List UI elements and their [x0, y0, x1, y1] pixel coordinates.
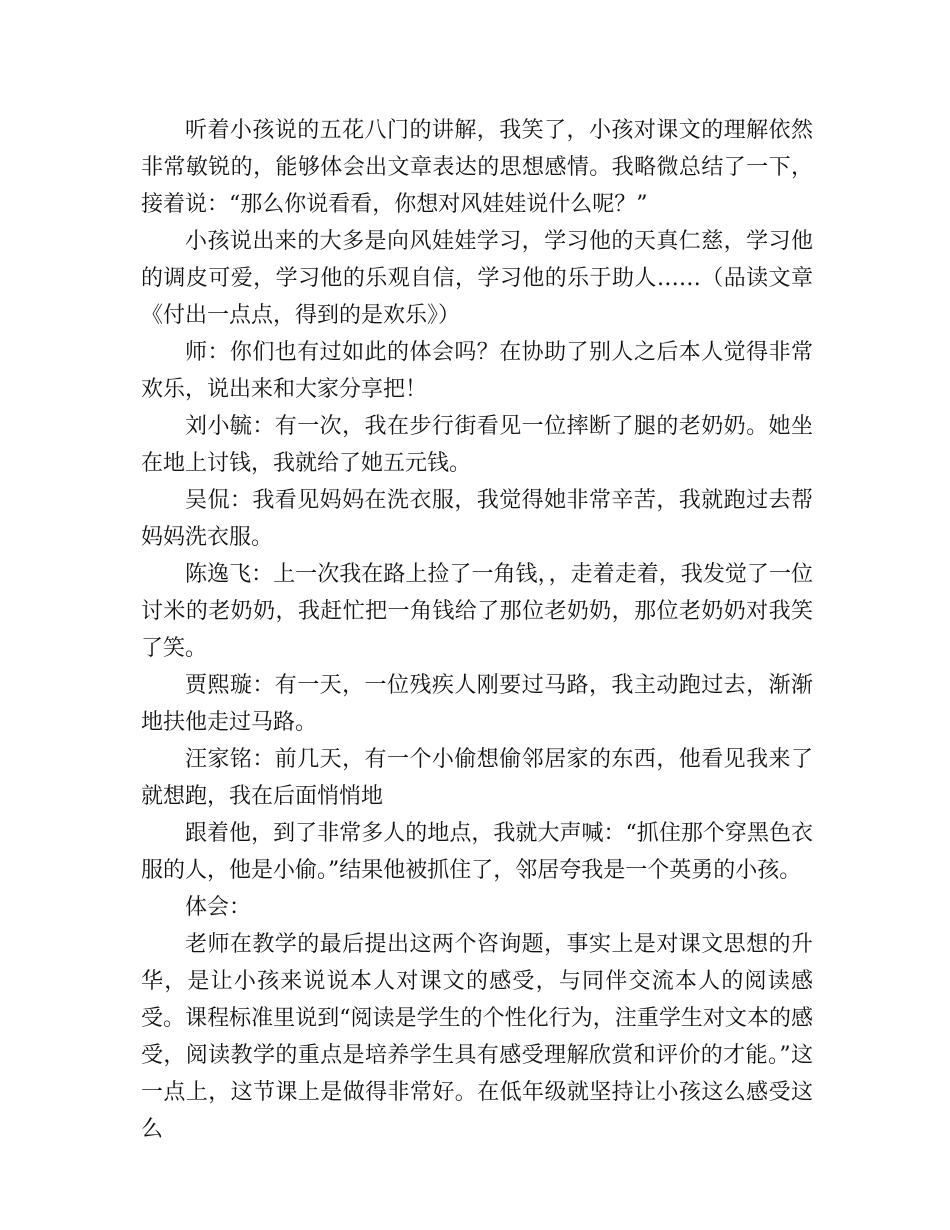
paragraph-student-chen: 陈逸飞：上一次我在路上捡了一角钱，，走着走着，我发觉了一位讨米的老奶奶，我赶忙把一角钱给了那位老奶奶，那位老奶奶对我笑了笑。	[141, 562, 813, 661]
paragraph-student-wu: 吴侃：我看见妈妈在洗衣服，我觉得她非常辛苦，我就跑过去帮妈妈洗衣服。	[141, 488, 813, 550]
document-body	[141, 112, 813, 1148]
paragraph-student-wang: 汪家铭：前几天，有一个小偷想偷邻居家的东西，他看见我来了就想跑，我在后面悄悄地	[141, 747, 813, 809]
paragraph-student-liu: 刘小毓：有一次，我在步行街看见一位摔断了腿的老奶奶。她坐在地上讨钱，我就给了她五元钱。	[141, 414, 813, 476]
paragraph-teacher-question: 师：你们也有过如此的体会吗？在协助了别人之后本人觉得非常欢乐，说出来和大家分享把！	[141, 340, 813, 402]
paragraph-teacher-summary: 听着小孩说的五花八门的讲解，我笑了，小孩对课文的理解依然非常敏锐的，能够体会出文章表达的思想感情。我略微总结了一下，接着说：“那么你说看看，你想对风娃娃说什么呢？”	[141, 118, 813, 217]
paragraph-student-jia: 贾熙璇：有一天，一位残疾人刚要过马路，我主动跑过去，渐渐地扶他走过马路。	[141, 673, 813, 735]
paragraph-children-learning: 小孩说出来的大多是向风娃娃学习，学习他的天真仁慈，学习他的调皮可爱，学习他的乐观自信，学习他的乐于助人……（品读文章《付出一点点，得到的是欢乐》）	[141, 229, 813, 328]
paragraph-reflection-heading: 体会：	[185, 895, 252, 920]
paragraph-reflection-body: 老师在教学的最后提出这两个咨询题，事实上是对课文思想的升华，是让小孩来说说本人对课文的感受，与同伴交流本人的阅读感受。课程标准里说到“阅读是学生的个性化行为，注重学生对文本的感受，阅读教学的重点是培养学生具有感受理解欣赏和评价的才能。”这一点上，这节课上是做得非常好。在低年级就坚持让小孩这么感受这么	[141, 932, 813, 1142]
paragraph-student-wang-continued: 跟着他，到了非常多人的地点，我就大声喊：“抓住那个穿黑色衣服的人，他是小偷。”结果他被抓住了，邻居夸我是一个英勇的小孩。	[141, 821, 813, 883]
